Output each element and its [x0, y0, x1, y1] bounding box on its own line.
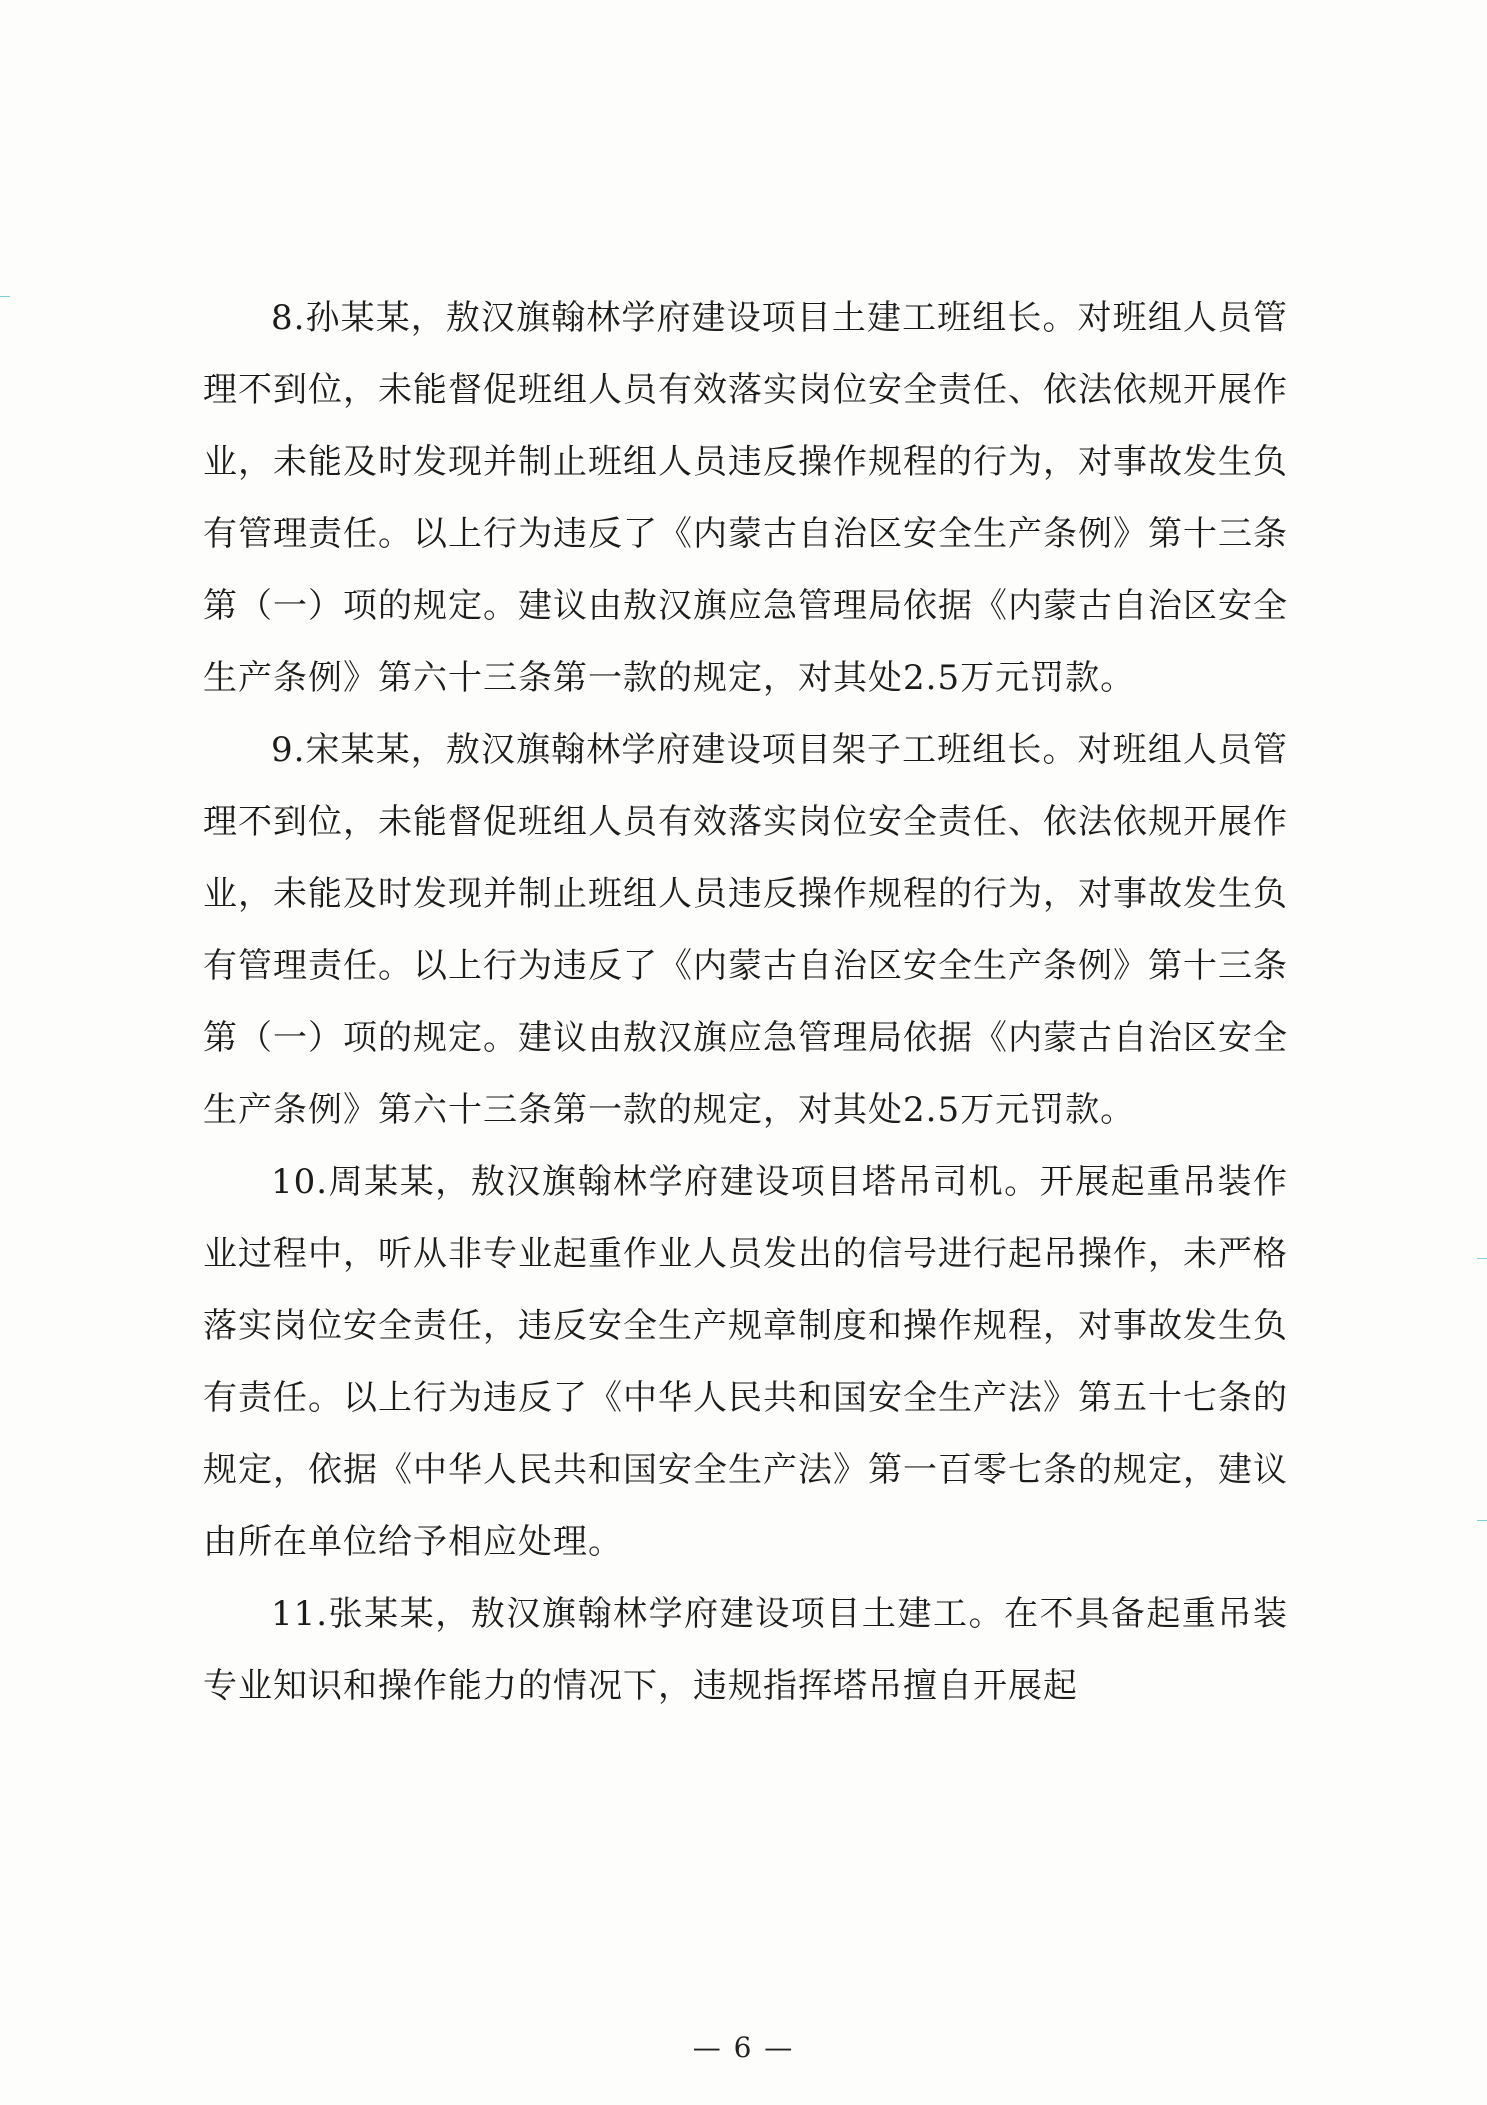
scan-mark	[1477, 1258, 1487, 1259]
scan-mark	[1477, 1520, 1487, 1521]
document-body	[203, 282, 1288, 1722]
paragraph-item-10: 10.周某某，敖汉旗翰林学府建设项目塔吊司机。开展起重吊装作业过程中，听从非专业起重作业人员发出的信号进行起吊操作，未严格落实岗位安全责任，违反安全生产规章制度和操作规程，对事故发生负有责任。以上行为违反了《中华人民共和国安全生产法》第五十七条的规定，依据《中华人民共和国安全生产法》第一百零七条的规定，建议由所在单位给予相应处理。	[203, 1162, 1288, 1562]
scan-mark	[0, 296, 10, 297]
paragraph-item-8: 8.孙某某，敖汉旗翰林学府建设项目土建工班组长。对班组人员管理不到位，未能督促班组人员有效落实岗位安全责任、依法依规开展作业，未能及时发现并制止班组人员违反操作规程的行为，对事故发生负有管理责任。以上行为违反了《内蒙古自治区安全生产条例》第十三条第（一）项的规定。建议由敖汉旗应急管理局依据《内蒙古自治区安全生产条例》第六十三条第一款的规定，对其处2.5万元罚款。	[203, 298, 1288, 698]
paragraph-item-9: 9.宋某某，敖汉旗翰林学府建设项目架子工班组长。对班组人员管理不到位，未能督促班组人员有效落实岗位安全责任、依法依规开展作业，未能及时发现并制止班组人员违反操作规程的行为，对事故发生负有管理责任。以上行为违反了《内蒙古自治区安全生产条例》第十三条第（一）项的规定。建议由敖汉旗应急管理局依据《内蒙古自治区安全生产条例》第六十三条第一款的规定，对其处2.5万元罚款。	[203, 730, 1288, 1130]
paragraph-item-11: 11.张某某，敖汉旗翰林学府建设项目土建工。在不具备起重吊装专业知识和操作能力的情况下，违规指挥塔吊擅自开展起	[203, 1594, 1288, 1706]
page-number: — 6 —	[692, 2031, 795, 2064]
